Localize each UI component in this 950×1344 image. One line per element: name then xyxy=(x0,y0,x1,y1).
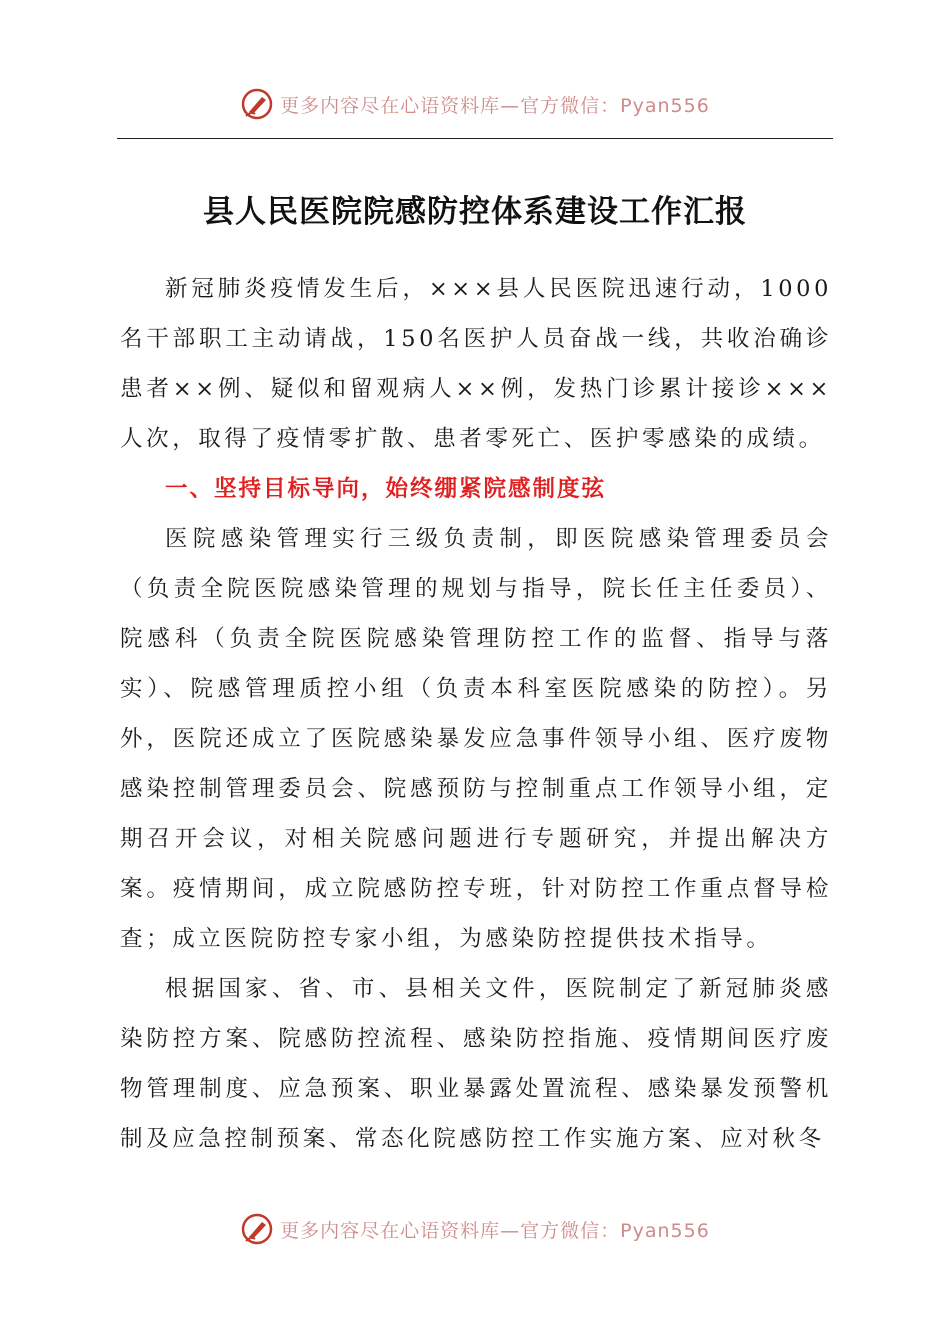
watermark-text: 更多内容尽在心语资料库—官方微信：Pyan556 xyxy=(280,1219,710,1242)
footer-watermark xyxy=(0,1209,950,1249)
document-title: 县人民医院院感防控体系建设工作汇报 xyxy=(203,194,747,230)
section-heading: 一、坚持目标导向，始终绷紧院感制度弦 xyxy=(165,476,607,502)
watermark-text: 更多内容尽在心语资料库—官方微信：Pyan556 xyxy=(280,94,710,117)
header-divider xyxy=(117,138,833,139)
pen-logo-icon xyxy=(240,87,274,121)
header-watermark xyxy=(0,84,950,124)
body-paragraph: 根据国家、省、市、县相关文件，医院制定了新冠肺炎感染防控方案、院感防控流程、感染防控指施、疫情期间医疗废物管理制度、应急预案、职业暴露处置流程、感染暴发预警机制及应急控制预案、常态化院感防控工作实施方案、应对秋冬 xyxy=(120,976,832,1152)
body-paragraph: 医院感染管理实行三级负责制，即医院感染管理委员会（负责全院医院感染管理的规划与指导，院长任主任委员）、院感科（负责全院医院感染管理防控工作的监督、指导与落实）、院感管理质控小组（负责本科室医院感染的防控）。另外，医院还成立了医院感染暴发应急事件领导小组、医疗废物感染控制管理委员会、院感预防与控制重点工作领导小组，定期召开会议，对相关院感问题进行专题研究，并提出解决方案。疫情期间，成立院感防控专班，针对防控工作重点督导检查；成立医院防控专家小组，为感染防控提供技术指导。 xyxy=(120,526,832,952)
intro-paragraph: 新冠肺炎疫情发生后，×××县人民医院迅速行动，1000名干部职工主动请战，150名医护人员奋战一线，共收治确诊患者××例、疑似和留观病人××例，发热门诊累计接诊×××人次，取得了疫情零扩散、患者零死亡、医护零感染的成绩。 xyxy=(120,276,832,452)
document-body xyxy=(120,264,832,1164)
pen-logo-icon xyxy=(240,1212,274,1246)
